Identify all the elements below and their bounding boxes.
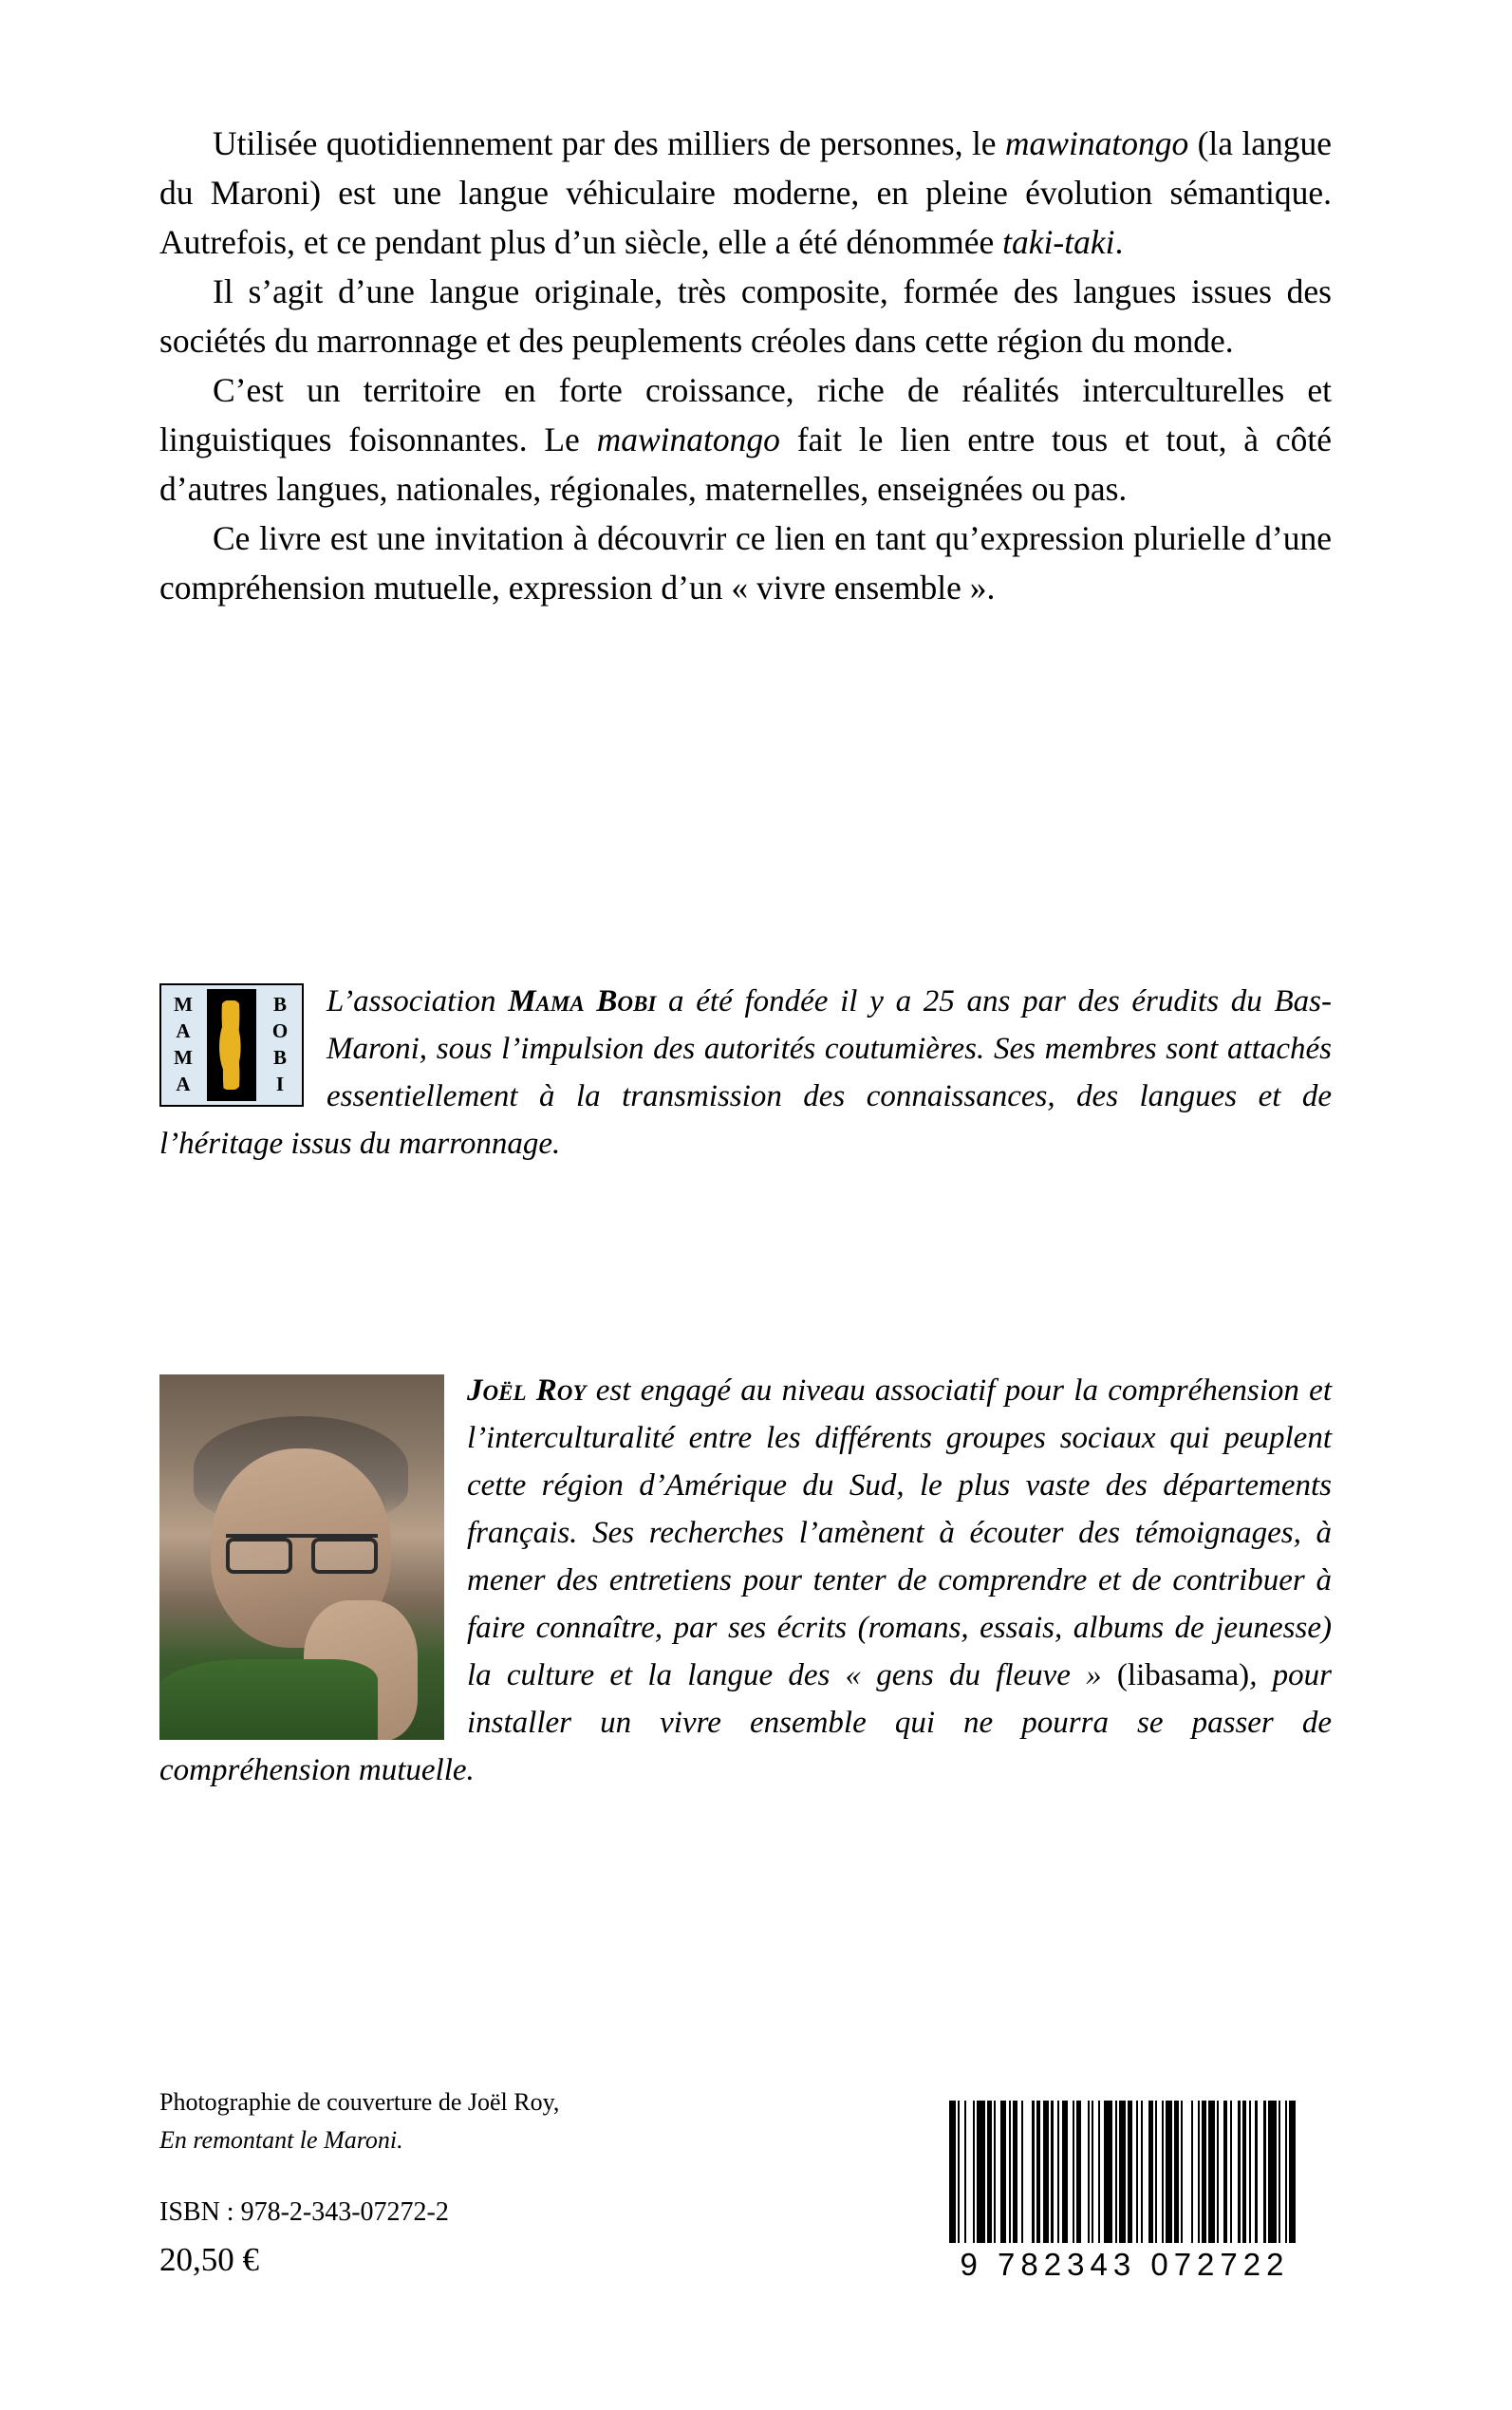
blurb-text: Ce livre est une invitation à découvrir ce lien en tant qu’expression plurielle d’une compréhension mutuelle, expression d’un « vivre ensemble ».	[159, 519, 1332, 607]
cover-credit-line-2: En remontant le Maroni.	[159, 2126, 403, 2154]
barcode-image	[949, 2101, 1300, 2243]
barcode-bar	[1166, 2101, 1172, 2243]
author-bio-part2: , pour installer un vivre ensemble qui ne pourra se passer de compréhension mutuelle.	[159, 1658, 1332, 1787]
logo-letter: I	[275, 1073, 285, 1095]
mama-bobi-logo-icon	[159, 983, 304, 1107]
author-block	[159, 1367, 1332, 1794]
barcode-digits: 9 782343 072722	[960, 2247, 1290, 2282]
logo-right-letters	[264, 991, 296, 1097]
barcode-bar	[1081, 2101, 1088, 2243]
logo-letter: A	[176, 1019, 191, 1042]
association-name: Mama Bobi	[508, 984, 657, 1018]
blurb-text: C’est un territoire en forte croissance, riche de réalités interculturelles et linguistiques foisonnantes. Le	[159, 371, 1332, 458]
jaguar-icon	[207, 989, 256, 1101]
blurb-paragraph	[159, 365, 1332, 514]
blurb-emphasis: taki-taki	[1002, 223, 1115, 261]
logo-letter: O	[271, 1019, 289, 1042]
logo-letter: M	[174, 993, 193, 1016]
barcode-bar	[966, 2101, 973, 2243]
association-intro-lead: L’association	[327, 984, 509, 1018]
glasses-icon	[226, 1534, 378, 1570]
blurb-paragraph	[159, 119, 1332, 267]
blurb-text: (la langue du Maroni) est une langue véhiculaire moderne, en pleine évolution sémantique. Autrefois, et ce pendant plus d’un siècle, elle a été dénommée	[159, 124, 1332, 261]
blurb-paragraph	[159, 514, 1332, 612]
barcode-bar	[1289, 2101, 1296, 2243]
barcode-bar	[949, 2101, 956, 2243]
barcode-bar	[1043, 2101, 1050, 2243]
blurb-emphasis: mawinatongo	[1004, 124, 1189, 162]
logo-left-letters	[167, 991, 199, 1097]
logo-letter: A	[176, 1073, 191, 1095]
barcode-bar	[1258, 2101, 1264, 2243]
price: 20,50 €	[159, 2241, 259, 2278]
association-description	[159, 978, 1332, 1168]
author-bio-part1: est engagé au niveau associatif pour la compréhension et l’interculturalité entre les différents groupes sociaux qui peuplent cette région d’Amérique du Sud, le plus vaste des départements français. Ses recherches l’amènent à écouter des témoignages, à mener des entretiens pour tenter de comprendre et de contribuer à faire connaître, par ses écrits (romans, essais, albums de jeunesse) la culture et la langue des « gens du fleuve »	[467, 1373, 1332, 1692]
blurb-text: fait le lien entre tous et tout, à côté d’autres langues, nationales, régionales, maternelles, enseignées ou pas.	[159, 420, 1332, 508]
barcode-bar	[1119, 2101, 1126, 2243]
barcode-bar	[1143, 2101, 1149, 2243]
barcode-bar	[1000, 2101, 1007, 2243]
blurb-text: Utilisée quotidiennement par des milliers de personnes, le	[213, 124, 1005, 162]
barcode-bar	[1023, 2101, 1032, 2243]
barcode-bar	[1104, 2101, 1112, 2243]
barcode-block	[949, 2101, 1310, 2283]
author-portrait	[159, 1374, 444, 1740]
blurb-text: Il s’agit d’une langue originale, très composite, formée des langues issues des sociétés du marronnage et des peuplements créoles dans cette région du monde.	[159, 272, 1332, 360]
isbn: ISBN : 978-2-343-07272-2	[159, 2197, 449, 2227]
barcode-bar	[977, 2101, 985, 2243]
footer	[159, 2083, 729, 2279]
barcode-bar	[1062, 2101, 1069, 2243]
book-blurb	[159, 119, 1332, 612]
association-block	[159, 978, 1332, 1168]
barcode-bar	[1232, 2101, 1239, 2243]
logo-letter: M	[174, 1046, 193, 1069]
blurb-paragraph	[159, 267, 1332, 365]
barcode-bar	[1208, 2101, 1215, 2243]
barcode-bar	[1268, 2101, 1277, 2243]
author-name: Joël Roy	[467, 1373, 587, 1408]
association-description-text: a été fondée il y a 25 ans par des érudits du Bas-Maroni, sous l’impulsion des autorités coutumières. Ses membres sont attachés essentiellement à la transmission des connaissances, des langues et de l’héritage issus du marronnage.	[159, 984, 1332, 1161]
barcode-bar	[1296, 2101, 1299, 2243]
blurb-text: .	[1114, 223, 1124, 261]
barcode-bar	[1183, 2101, 1191, 2243]
author-bio-term: (libasama)	[1116, 1658, 1250, 1692]
cover-credit-line-1: Photographie de couverture de Joël Roy,	[159, 2088, 560, 2116]
blurb-emphasis: mawinatongo	[596, 420, 780, 458]
logo-letter: B	[272, 993, 287, 1016]
logo-letter: B	[272, 1046, 287, 1069]
